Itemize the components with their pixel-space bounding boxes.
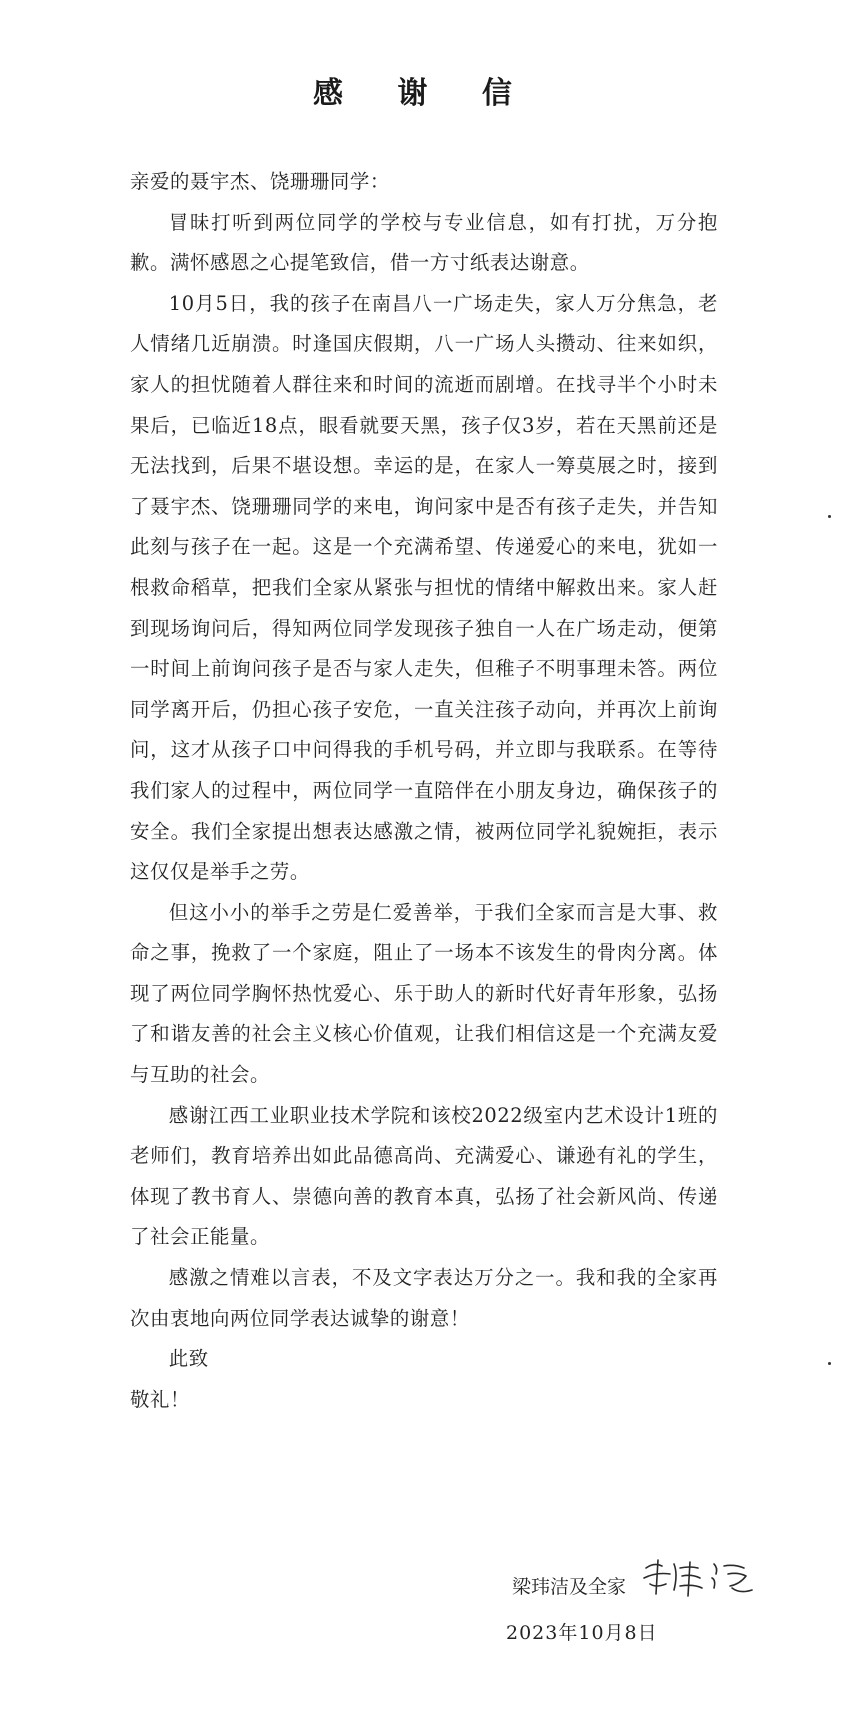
closing-ci-zhi: 此致	[168, 1347, 209, 1371]
salutation: 亲爱的聂宇杰、饶珊珊同学：	[130, 170, 390, 193]
handwritten-signature	[640, 1554, 760, 1602]
paragraph-4: 感谢江西工业职业技术学院和该校2022级室内艺术设计1班的老师们，教育培养出如此品德高尚、充满爱心、谦逊有礼的学生，体现了教书育人、崇德向善的教育本真，弘扬了社会新风尚、传递了社会正能量。	[130, 1103, 718, 1249]
letter-body	[130, 162, 718, 1420]
scan-speck	[828, 515, 831, 518]
closing-jing-li: 敬礼！	[130, 1387, 190, 1411]
paragraph-3: 但这小小的举手之劳是仁爱善举，于我们全家而言是大事、救命之事，挽救了一个家庭，阻止了一场本不该发生的骨肉分离。体现了两位同学胸怀热忱爱心、乐于助人的新时代好青年形象，弘扬了和谐友善的社会主义核心价值观，让我们相信这是一个充满友爱与互助的社会。	[130, 900, 718, 1087]
letter-title: 感 谢 信	[313, 76, 534, 111]
sender-name: 梁玮洁及全家	[512, 1576, 627, 1598]
paragraph-1: 冒昧打听到两位同学的学校与专业信息，如有打扰，万分抱歉。满怀感恩之心提笔致信，借一方寸纸表达谢意。	[130, 210, 718, 275]
paragraph-5: 感激之情难以言表，不及文字表达万分之一。我和我的全家再次由衷地向两位同学表达诚挚的谢意！	[130, 1266, 718, 1330]
scan-speck	[828, 1362, 831, 1365]
letter-date: 2023年10月8日	[506, 1622, 658, 1644]
paragraph-2: 10月5日，我的孩子在南昌八一广场走失，家人万分焦急，老人情绪几近崩溃。时逢国庆假期，八一广场人头攒动、往来如织，家人的担忧随着人群往来和时间的流逝而剧增。在找寻半个小时未果后，已临近18点，眼看就要天黑，孩子仅3岁，若在天黑前还是无法找到，后果不堪设想。幸运的是，在家人一筹莫展之时，接到了聂宇杰、饶珊珊同学的来电，询问家中是否有孩子走失，并告知此刻与孩子在一起。这是一个充满希望、传递爱心的来电，犹如一根救命稻草，把我们全家从紧张与担忧的情绪中解救出来。家人赶到现场询问后，得知两位同学发现孩子独自一人在广场走动，便第一时间上前询问孩子是否与家人走失，但稚子不明事理未答。两位同学离开后，仍担心孩子安危，一直关注孩子动向，并再次上前询问，这才从孩子口中问得我的手机号码，并立即与我联系。在等待我们家人的过程中，两位同学一直陪伴在小朋友身边，确保孩子的安全。我们全家提出想表达感激之情，被两位同学礼貌婉拒，表示这仅仅是举手之劳。	[130, 291, 718, 884]
